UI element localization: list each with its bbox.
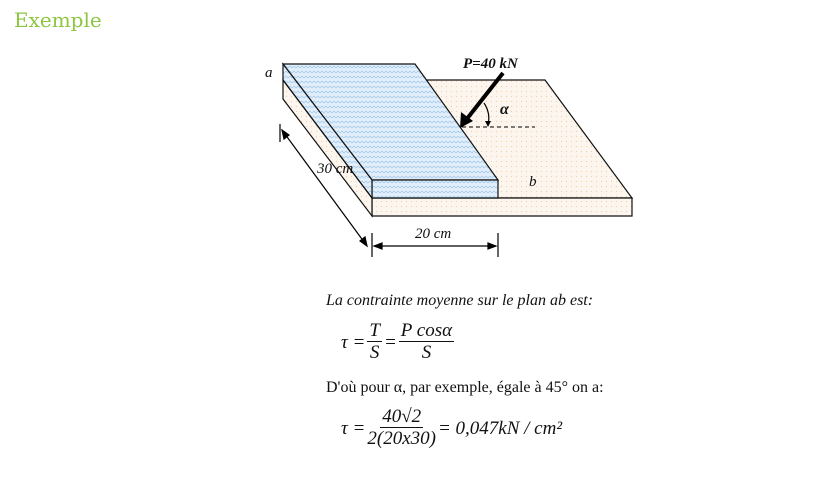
equation-shear-stress [341, 321, 456, 364]
eq2-lhs: τ = [341, 417, 366, 439]
dimension-30cm-label: 30 cm [317, 161, 354, 177]
eq2-rhs: = 0,047kN / cm² [437, 417, 563, 439]
dimension-20cm-label: 20 cm [415, 226, 452, 242]
eq1-lhs: τ = [341, 331, 366, 353]
eq1-f1-num: T [369, 320, 380, 341]
intro-text: La contrainte moyenne sur le plan ab est: [326, 292, 594, 309]
eq2-den: 2(20x30) [367, 428, 436, 449]
upper-plate-front [372, 180, 498, 198]
force-label: P=40 kN [463, 56, 518, 72]
lower-plate-front [372, 198, 632, 216]
angle-label: α [500, 101, 509, 118]
eq1-f1-den: S [369, 342, 380, 363]
eq1-f2-den: S [421, 342, 432, 363]
equation-result [341, 407, 562, 450]
example-text: D'où pour α, par exemple, égale à 45° on a: [326, 379, 604, 396]
eq2-num: 40√2 [382, 406, 422, 427]
label-a: a [265, 65, 273, 81]
eq1-f2-num: P cosα [400, 320, 453, 341]
slide-title: Exemple [14, 8, 102, 32]
eq1-equals: = [383, 331, 397, 353]
label-b: b [529, 174, 537, 190]
